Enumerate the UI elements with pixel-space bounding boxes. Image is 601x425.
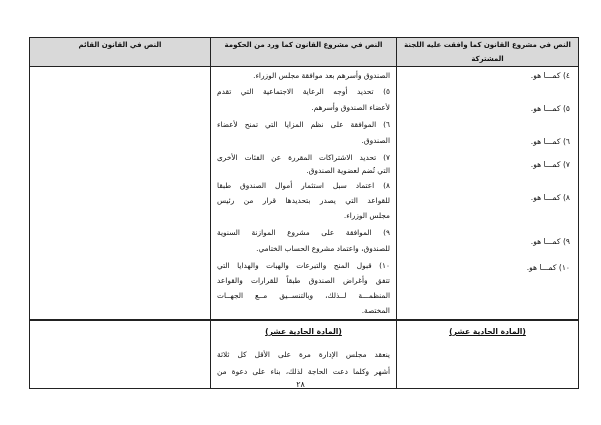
government-article-cell: [211, 320, 397, 389]
committee-item: ٥) كمـــا هو.: [530, 104, 570, 113]
government-line: المختصة.: [361, 306, 390, 315]
existing-article-cell: [30, 320, 211, 389]
government-line: ٦) الموافقة على نظم المزايا التي تمنح لأعضاء: [217, 120, 390, 129]
committee-item: ٨) كمـــا هو.: [530, 193, 570, 202]
header-government: النص في مشروع القانون كما ورد من الحكومة: [211, 38, 397, 67]
government-line: مجلس الوزراء.: [343, 211, 390, 220]
committee-cell: [397, 67, 579, 321]
existing-law-cell: [30, 67, 211, 321]
government-line: للقواعد التي يصدر بتحديدها قرار من رئيس: [217, 196, 390, 205]
committee-article-title: (المادة الحادية عشر): [449, 327, 526, 336]
committee-article-cell: [397, 320, 579, 389]
government-line: الصندوق.: [361, 136, 390, 145]
government-cell: [211, 67, 397, 321]
government-line: ٧) تحديد الاشتراكات المقررة عن الفئات الأخرى: [217, 153, 390, 162]
government-line: ١٠) قبول المنح والتبرعات والهبات والهدايا التي: [217, 261, 390, 270]
committee-item: ٩) كمـــا هو.: [530, 237, 570, 246]
page-number: ٢٨: [296, 380, 305, 389]
government-line: ٩) الموافقة على مشروع الموازنة السنوية: [217, 228, 390, 237]
government-line: التي تُضم لعضوية الصندوق.: [306, 166, 390, 175]
header-committee: النص في مشروع القانون كما وافقت عليه اللجنة المشتركة: [397, 38, 579, 67]
committee-item: ٧) كمـــا هو.: [530, 160, 570, 169]
government-line: تتفق وأغراض الصندوق طبقاً للقرارات والقواعد: [217, 276, 390, 285]
committee-item: ١٠) كمـــا هو.: [526, 263, 570, 272]
government-line: الصندوق وأسرهم بعد موافقة مجلس الوزراء.: [253, 71, 390, 80]
government-line: ٥) تحديد أوجه الرعاية الاجتماعية التي تقدم: [217, 87, 390, 96]
committee-item: ٤) كمـــا هو.: [530, 71, 570, 80]
government-article-line: ينعقد مجلس الإدارة مرة على الأقل كل ثلاثة: [217, 350, 390, 359]
committee-item: ٦) كمـــا هو.: [530, 137, 570, 146]
government-line: لأعضاء الصندوق وأسرهم.: [311, 103, 390, 112]
government-line: للصندوق، واعتماد مشروع الحساب الختامي.: [256, 244, 390, 253]
header-existing-law: النص في القانون القائم: [30, 38, 211, 67]
government-line: المنظمـــة لــذلك، وبالتنســيق مــع الجهــات: [217, 291, 390, 300]
comparison-table: [29, 37, 579, 389]
government-line: ٨) اعتماد سبل استثمار أموال الصندوق طبقا: [217, 181, 390, 190]
government-article-line: أشهر وكلما دعت الحاجة لذلك، بناء على دعوة من: [217, 367, 390, 376]
government-article-title: (المادة الحادية عشر): [265, 327, 342, 336]
